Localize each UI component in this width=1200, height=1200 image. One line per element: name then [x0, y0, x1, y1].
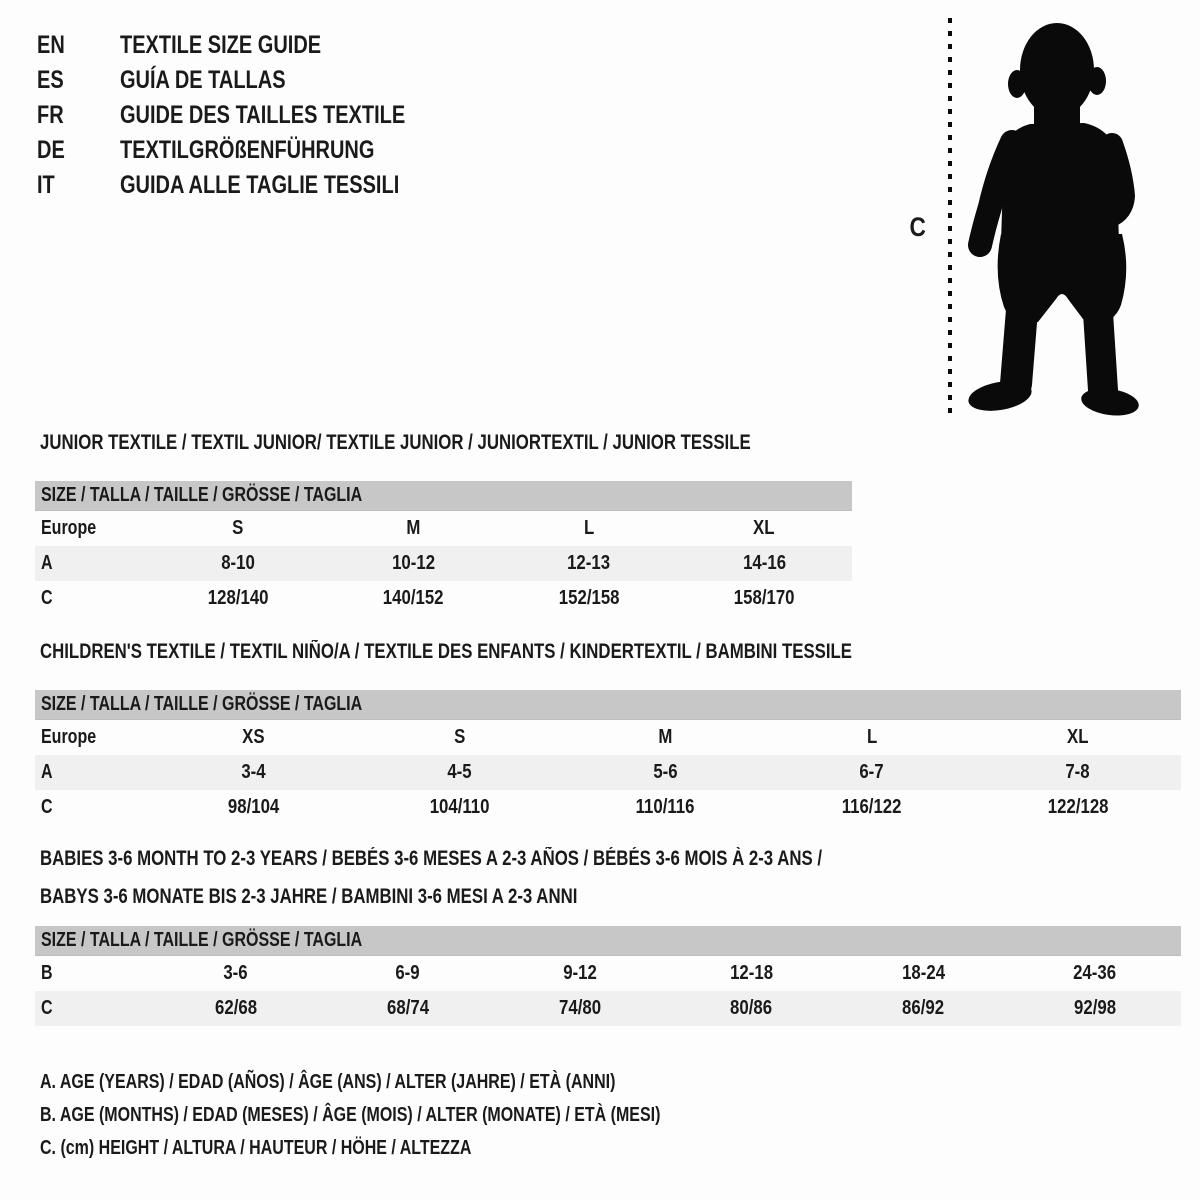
language-row-de	[37, 133, 477, 168]
table-cell: 110/116	[636, 796, 695, 818]
junior-section-title: JUNIOR TEXTILE / TEXTIL JUNIOR/ TEXTILE JUNIOR / JUNIORTEXTIL / JUNIOR TESSILE	[40, 431, 751, 454]
row-label: C	[41, 587, 53, 609]
table-cell: XS	[241, 726, 265, 748]
table-cell: M	[406, 517, 421, 539]
children-size-table	[35, 690, 1181, 825]
size-talla-header: SIZE / TALLA / TAILLE / GRÖSSE / TAGLIA	[35, 926, 1181, 956]
table-cell: L	[583, 517, 594, 539]
table-cell: 152/158	[558, 587, 620, 609]
height-dashed-line	[946, 16, 954, 418]
table-cell: S	[232, 517, 244, 539]
table-cell: 86/92	[837, 991, 1009, 1026]
size-talla-header: SIZE / TALLA / TAILLE / GRÖSSE / TAGLIA	[35, 690, 1181, 720]
row-label: B	[41, 962, 53, 984]
table-row-europe	[35, 511, 852, 547]
table-cell: 24-36	[1073, 962, 1117, 984]
language-code: FR	[37, 101, 64, 129]
legend-line-c: C. (cm) HEIGHT / ALTURA / HAUTEUR / HÖHE / ALTEZZA	[40, 1137, 472, 1159]
babies-size-table	[35, 926, 1181, 1026]
language-code: ES	[37, 66, 64, 94]
language-row-it	[37, 168, 477, 203]
row-label: A	[35, 755, 150, 790]
row-label: Europe	[41, 517, 97, 539]
table-row-age-years	[35, 546, 852, 581]
language-row-es	[37, 63, 477, 98]
table-row-height	[35, 991, 1181, 1026]
table-cell: 98/104	[227, 796, 279, 818]
language-title: GUIDA ALLE TAGLIE TESSILI	[120, 171, 400, 199]
table-cell: 80/86	[665, 991, 837, 1026]
table-cell: 122/128	[1047, 796, 1109, 818]
table-cell: 3-6	[223, 962, 249, 984]
size-header-row	[35, 926, 1181, 956]
toddler-silhouette-icon	[960, 12, 1140, 417]
table-cell: 6-7	[769, 755, 975, 790]
size-talla-header: SIZE / TALLA / TAILLE / GRÖSSE / TAGLIA	[35, 481, 852, 511]
height-measure-label: C	[909, 212, 926, 242]
row-label: C	[41, 796, 53, 818]
table-row-age-years	[35, 755, 1181, 790]
size-header-row	[35, 481, 852, 511]
table-row-europe	[35, 720, 1181, 756]
table-cell: 12-18	[729, 962, 773, 984]
language-list	[37, 28, 477, 203]
row-label: Europe	[41, 726, 97, 748]
language-title: TEXTILGRÖßENFÜHRUNG	[120, 136, 375, 164]
row-label: C	[35, 991, 150, 1026]
table-cell: M	[658, 726, 673, 748]
size-header-row	[35, 690, 1181, 720]
table-cell: 7-8	[975, 755, 1181, 790]
language-title: GUIDE DES TAILLES TEXTILE	[120, 101, 406, 129]
table-cell: XL	[1067, 726, 1089, 748]
language-title: TEXTILE SIZE GUIDE	[120, 31, 322, 59]
row-label: A	[35, 546, 150, 581]
babies-section-title-line2: BABYS 3-6 MONATE BIS 2-3 JAHRE / BAMBINI 3-6 MESI A 2-3 ANNI	[40, 885, 578, 908]
language-code: DE	[37, 136, 65, 164]
table-cell: S	[453, 726, 465, 748]
table-cell: 10-12	[326, 546, 502, 581]
legend-line-b: B. AGE (MONTHS) / EDAD (MESES) / ÂGE (MOIS) / ALTER (MONATE) / ETÀ (MESI)	[40, 1104, 661, 1126]
table-cell: 140/152	[382, 587, 444, 609]
legend-line-a: A. AGE (YEARS) / EDAD (AÑOS) / ÂGE (ANS) / ALTER (JAHRE) / ETÀ (ANNI)	[40, 1071, 616, 1093]
table-cell: 6-9	[395, 962, 420, 984]
table-cell: 68/74	[322, 991, 494, 1026]
table-cell: 4-5	[356, 755, 562, 790]
table-cell: 116/122	[841, 796, 902, 818]
table-row-height	[35, 790, 1181, 825]
table-cell: XL	[753, 517, 775, 539]
table-cell: 74/80	[494, 991, 666, 1026]
language-code: EN	[37, 31, 65, 59]
measurement-legend	[40, 1066, 816, 1165]
table-cell: L	[866, 726, 877, 748]
table-cell: 104/110	[429, 796, 490, 818]
language-code: IT	[37, 171, 55, 199]
babies-section-title-line1: BABIES 3-6 MONTH TO 2-3 YEARS / BEBÉS 3-6 MESES A 2-3 AÑOS / BÉBÉS 3-6 MOIS À 2-3 ANS /	[40, 847, 823, 870]
table-cell: 18-24	[901, 962, 945, 984]
table-cell: 62/68	[150, 991, 322, 1026]
table-cell: 5-6	[562, 755, 768, 790]
table-cell: 12-13	[501, 546, 677, 581]
table-cell: 3-4	[150, 755, 356, 790]
table-row-age-months	[35, 956, 1181, 992]
table-cell: 14-16	[677, 546, 853, 581]
language-row-en	[37, 28, 477, 63]
table-cell: 92/98	[1009, 991, 1181, 1026]
language-row-fr	[37, 98, 477, 133]
language-title: GUÍA DE TALLAS	[120, 66, 286, 94]
table-row-height	[35, 581, 852, 616]
junior-size-table	[35, 481, 852, 616]
table-cell: 128/140	[207, 587, 269, 609]
table-cell: 8-10	[150, 546, 326, 581]
table-cell: 158/170	[733, 587, 795, 609]
children-section-title: CHILDREN'S TEXTILE / TEXTIL NIÑO/A / TEXTILE DES ENFANTS / KINDERTEXTIL / BAMBINI TESSILE	[40, 640, 853, 663]
table-cell: 9-12	[562, 962, 597, 984]
